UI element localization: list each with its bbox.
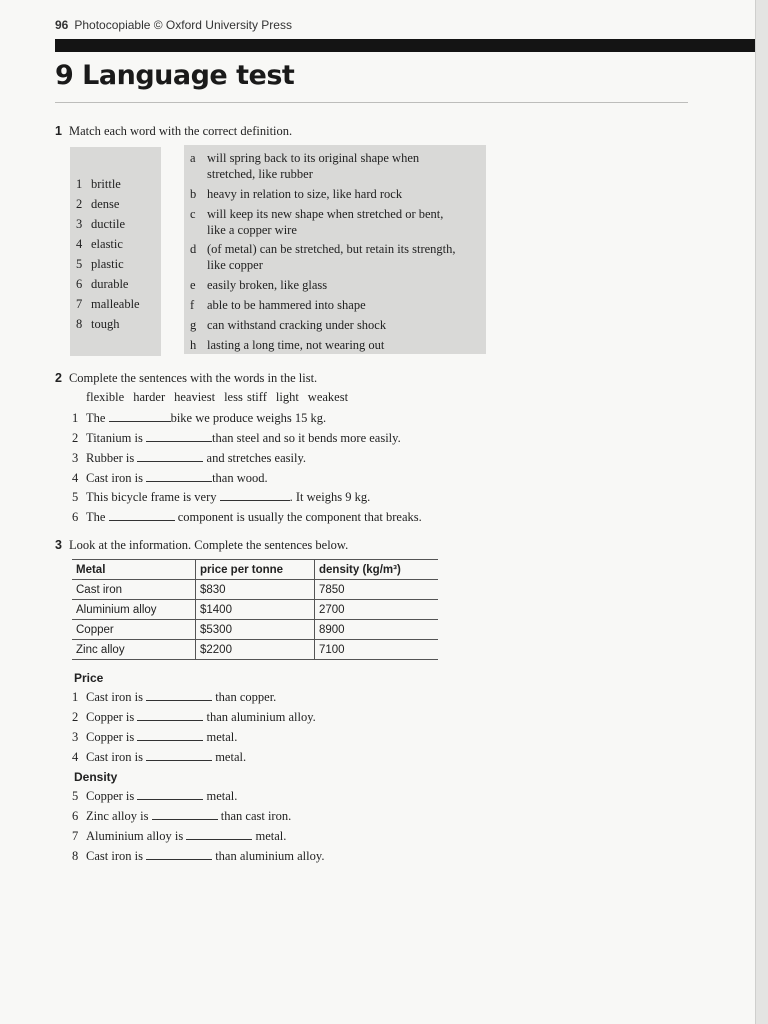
word-bank <box>86 390 357 405</box>
header-bar <box>55 39 755 52</box>
table-row <box>72 600 438 620</box>
q3-sentence-7: 7 Aluminium alloy is metal. <box>72 829 287 843</box>
q1-text: Match each word with the correct definition. <box>68 124 293 138</box>
answer-blank[interactable] <box>146 850 212 860</box>
answer-blank[interactable] <box>186 830 252 840</box>
answer-blank[interactable] <box>146 472 212 482</box>
list-item: 3 ductile <box>76 217 126 231</box>
table-cell: 7100 <box>315 640 439 660</box>
q3-sentence-3: 3 Copper is metal. <box>72 730 238 744</box>
answer-blank[interactable] <box>137 452 203 462</box>
answer-blank[interactable] <box>146 432 212 442</box>
title-divider <box>55 102 688 103</box>
list-item: 1 brittle <box>76 177 121 191</box>
q3-sentence-5: 5 Copper is metal. <box>72 789 238 803</box>
page-edge <box>755 0 768 1024</box>
page-header <box>55 18 292 32</box>
definition-e: e easily broken, like glass <box>190 278 328 292</box>
table-cell: $1400 <box>196 600 315 620</box>
q3-sentence-4: 4 Cast iron is metal. <box>72 750 247 764</box>
density-heading: Density <box>74 770 118 784</box>
definition-g: g can withstand cracking under shock <box>190 318 387 332</box>
definition-h: h lasting a long time, not wearing out <box>190 338 385 352</box>
table-cell: Zinc alloy <box>72 640 196 660</box>
table-cell: 2700 <box>315 600 439 620</box>
definition-a: a will spring back to its original shape when stretched, like rubber <box>190 151 420 181</box>
q3-number: 3 <box>55 538 62 552</box>
table-cell: $830 <box>196 580 315 600</box>
word-bank-item: light <box>275 390 299 404</box>
q2-text: Complete the sentences with the words in the list. <box>68 371 318 385</box>
table-header-row <box>72 560 438 580</box>
metals-table <box>72 559 438 660</box>
table-cell: $2200 <box>196 640 315 660</box>
table-cell: 8900 <box>315 620 439 640</box>
answer-blank[interactable] <box>137 731 203 741</box>
list-item: 7 malleable <box>76 297 140 311</box>
q2-number: 2 <box>55 371 62 385</box>
q2-sentence-3: 3 Rubber is and stretches easily. <box>72 451 307 465</box>
q3-sentence-2: 2 Copper is than aluminium alloy. <box>72 710 316 724</box>
definition-d: d (of metal) can be stretched, but retain its strength, like copper <box>190 242 456 272</box>
answer-blank[interactable] <box>220 491 290 501</box>
list-item: 5 plastic <box>76 257 124 271</box>
q2-sentence-5: 5 This bicycle frame is very . It weighs 9 kg. <box>72 490 371 504</box>
list-item: 2 dense <box>76 197 120 211</box>
q3-text: Look at the information. Complete the sentences below. <box>68 538 349 552</box>
answer-blank[interactable] <box>152 810 218 820</box>
definition-b: b heavy in relation to size, like hard rock <box>190 187 403 201</box>
q3-sentence-8: 8 Cast iron is than aluminium alloy. <box>72 849 325 863</box>
answer-blank[interactable] <box>146 751 212 761</box>
word-bank-item: heaviest <box>174 390 216 404</box>
table-row <box>72 580 438 600</box>
column-header: price per tonne <box>196 560 315 580</box>
q2-sentence-6: 6 The component is usually the component that breaks. <box>72 510 422 524</box>
table-cell: 7850 <box>315 580 439 600</box>
definition-f: f able to be hammered into shape <box>190 298 366 312</box>
table-row <box>72 620 438 640</box>
word-bank-item: weakest <box>307 390 349 404</box>
column-header: density (kg/m³) <box>315 560 439 580</box>
answer-blank[interactable] <box>137 711 203 721</box>
table-cell: Aluminium alloy <box>72 600 196 620</box>
copyright-text: Photocopiable © Oxford University Press <box>74 18 292 32</box>
table-cell: $5300 <box>196 620 315 640</box>
table-row <box>72 640 438 660</box>
table-cell: Copper <box>72 620 196 640</box>
answer-blank[interactable] <box>109 511 175 521</box>
answer-blank[interactable] <box>109 412 171 422</box>
word-list <box>76 174 140 334</box>
q2-sentence-2: 2 Titanium is than steel and so it bends more easily. <box>72 431 401 445</box>
answer-blank[interactable] <box>146 691 212 701</box>
definition-c: c will keep its new shape when stretched or bent, like a copper wire <box>190 207 444 237</box>
word-bank-item: less stiff <box>224 390 267 404</box>
q1-instruction <box>55 124 292 139</box>
price-heading: Price <box>74 671 104 685</box>
q3-sentence-1: 1 Cast iron is than copper. <box>72 690 277 704</box>
q2-sentence-4: 4 Cast iron is than wood. <box>72 471 268 485</box>
q1-number: 1 <box>55 124 62 138</box>
q2-instruction <box>55 371 317 386</box>
list-item: 4 elastic <box>76 237 123 251</box>
list-item: 8 tough <box>76 317 120 331</box>
page-number: 96 <box>55 18 69 32</box>
page-title: 9 Language test <box>55 60 295 91</box>
list-item: 6 durable <box>76 277 129 291</box>
table-cell: Cast iron <box>72 580 196 600</box>
column-header: Metal <box>72 560 196 580</box>
q3-instruction <box>55 538 348 553</box>
q3-sentence-6: 6 Zinc alloy is than cast iron. <box>72 809 292 823</box>
word-bank-item: harder <box>133 390 166 404</box>
q2-sentence-1: 1 The bike we produce weighs 15 kg. <box>72 411 327 425</box>
answer-blank[interactable] <box>137 790 203 800</box>
word-bank-item: flexible <box>86 390 125 404</box>
